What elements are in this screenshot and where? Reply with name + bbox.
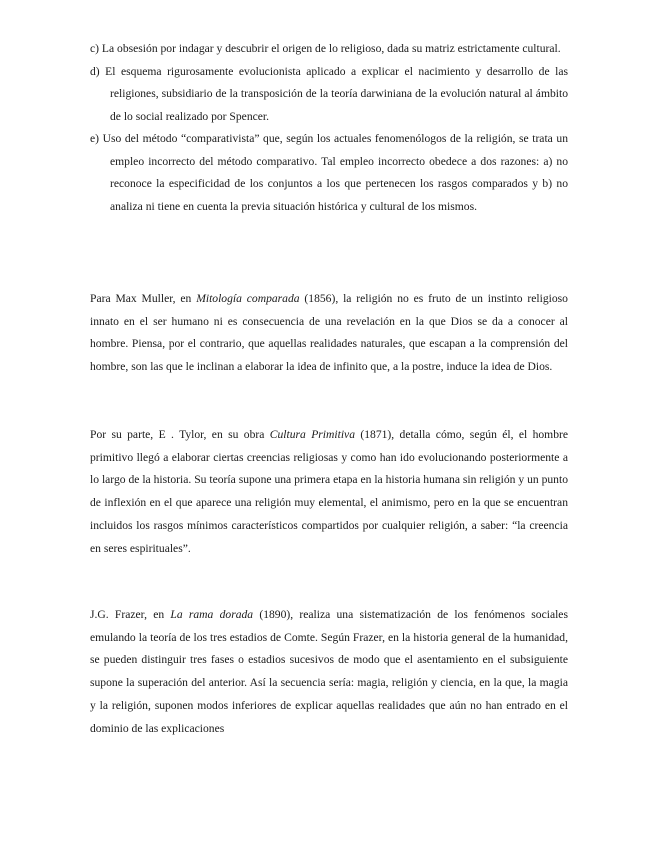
book-title-mitologia-comparada: Mitología comparada xyxy=(196,292,300,305)
list-item-e: e) Uso del método “comparativista” que, según los actuales fenomenólogos de la religión, se trata un empleo incorrecto del método comparativo. Tal empleo incorrecto obedece a dos razones: a) no reconoce la especificidad de los conjuntos a los que pertenecen los rasgos comparados y b) no analiza ni tiene en cuenta la previa situación histórica y cultural de los mismos. xyxy=(90,132,568,213)
paragraph-muller-after: (1856), la religión no es fruto de un instinto religioso innato en el ser humano ni es consecuencia de una revelación en la que Dios se da a conocer al hombre. Piensa, por el contrario, que aquellas realidades naturales, que escapan a la comprensión del hombre, son las que le inclinan a elaborar la idea de infinito que, a la postre, induce la idea de Dios. xyxy=(90,292,568,374)
paragraph-frazer xyxy=(90,604,568,740)
criticism-list xyxy=(90,38,568,218)
paragraph-muller-before: Para Max Muller, en xyxy=(90,292,197,305)
paragraph-tylor-before: Por su parte, E . Tylor, en su obra xyxy=(90,428,270,441)
paragraph-frazer-before: J.G. Frazer, en xyxy=(90,608,171,621)
paragraph-frazer-after: (1890), realiza una sistematización de los fenómenos sociales emulando la teoría de los tres estadios de Comte. Según Frazer, en la historia general de la humanidad, se pueden distinguir tres fases o estadios sucesivos de modo que el asentamiento en el subsiguiente supone la superación del anterior. Así la secuencia sería: magia, religión y ciencia, en la que, la magia y la religión, suponen modos inferiores de explicar aquellas realidades que aún no han entrado en el dominio de las explicaciones xyxy=(90,608,568,735)
book-title-cultura-primitiva: Cultura Primitiva xyxy=(269,428,355,441)
paragraph-muller xyxy=(90,288,568,379)
list-item-d: d) El esquema rigurosamente evolucionista aplicado a explicar el nacimiento y desarrollo de las religiones, subsidiario de la transposición de la teoría darwiniana de la evolución natural al ámbito de lo social realizado por Spencer. xyxy=(90,64,568,123)
list-item-c: c) La obsesión por indagar y descubrir el origen de lo religioso, dada su matriz estrictamente cultural. xyxy=(90,42,561,55)
paragraph-tylor-after: (1871), detalla cómo, según él, el hombre primitivo llegó a elaborar ciertas creencias religiosas y como han ido evolucionando posteriormente a lo largo de la historia. Su teoría supone una primera etapa en la historia humana sin religión y un punto de inflexión en el que aparece una religión muy elemental, el animismo, pero en la que se encuentran incluidos los rasgos mínimos característicos compartidos por cualquier religión, a saber: “la creencia en seres espirituales”. xyxy=(90,428,568,555)
book-title-la-rama-dorada: La rama dorada xyxy=(170,608,254,621)
paragraph-tylor xyxy=(90,424,568,560)
